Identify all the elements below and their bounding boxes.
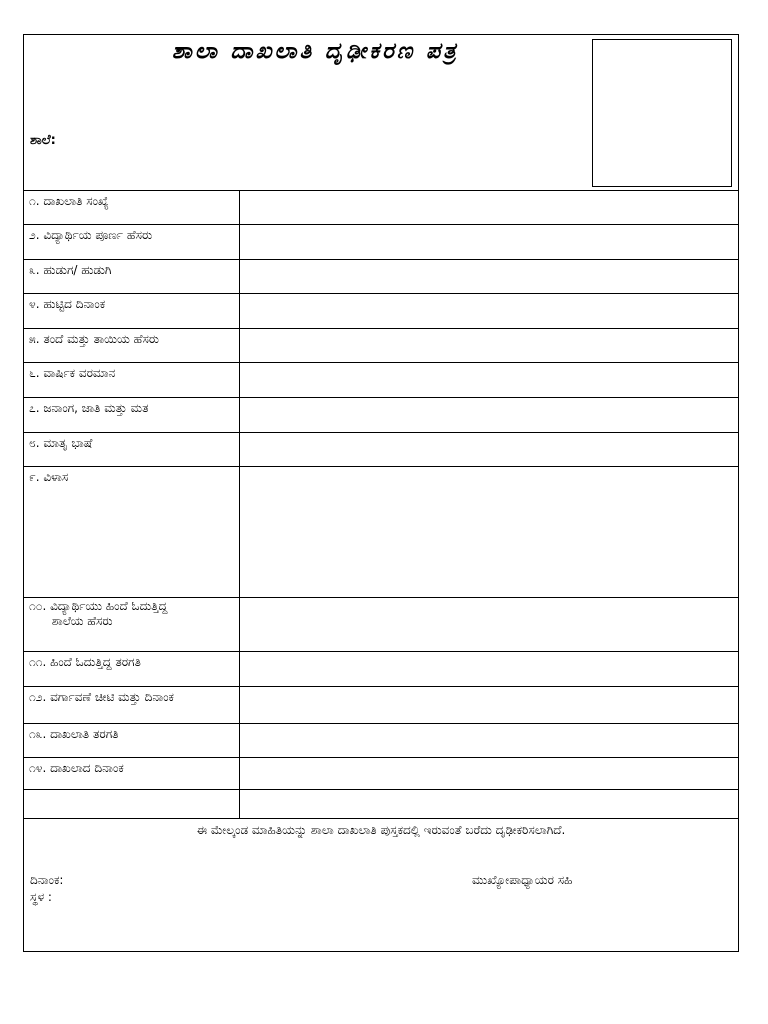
field-label: ೩. ಹುಡುಗ/ ಹುಡುಗಿ <box>24 260 240 293</box>
field-value[interactable] <box>240 191 738 224</box>
field-value[interactable] <box>240 467 738 597</box>
field-value[interactable] <box>240 652 738 686</box>
form-title: ಶಾಲಾ ದಾಖಲಾತಿ ದೃಢೀಕರಣ ಪತ್ರ <box>172 39 459 64</box>
field-label: ೪. ಹುಟ್ಟಿದ ದಿನಾಂಕ <box>24 294 240 328</box>
field-row <box>24 652 738 687</box>
date-label: ದಿನಾಂಕ: <box>30 873 64 887</box>
field-value[interactable] <box>240 329 738 362</box>
headmaster-signature-label: ಮುಖ್ಯೋಪಾಧ್ಯಾಯರ ಸಹಿ <box>472 873 573 887</box>
photo-box[interactable] <box>592 39 732 187</box>
field-row <box>24 191 738 225</box>
field-value[interactable] <box>240 363 738 397</box>
field-label: ೮. ಮಾತೃ ಭಾಷೆ <box>24 433 240 466</box>
field-label <box>24 790 240 818</box>
field-value[interactable] <box>240 433 738 466</box>
field-value[interactable] <box>240 790 738 818</box>
field-label: ೯. ವಿಳಾಸ <box>24 467 240 597</box>
field-label: ೬. ವಾರ್ಷಿಕ ವರಮಾನ <box>24 363 240 397</box>
field-row <box>24 225 738 260</box>
field-row <box>24 724 738 758</box>
field-row <box>24 467 738 598</box>
field-value[interactable] <box>240 724 738 757</box>
form-footer <box>24 819 738 951</box>
field-row <box>24 687 738 724</box>
form-header <box>24 35 738 191</box>
field-label: ೧೧. ಹಿಂದೆ ಓದುತ್ತಿದ್ದ ತರಗತಿ <box>24 652 240 686</box>
field-row <box>24 260 738 294</box>
field-label: ೧೦. ವಿದ್ಯಾರ್ಥಿಯು ಹಿಂದೆ ಓದುತ್ತಿದ್ದ ಶಾಲೆಯ ಹೆಸರು <box>24 598 240 651</box>
field-value[interactable] <box>240 687 738 723</box>
field-value[interactable] <box>240 758 738 789</box>
declaration-text: ಈ ಮೇಲ್ಕಂಡ ಮಾಹಿತಿಯನ್ನು ಶಾಲಾ ದಾಖಲಾತಿ ಪುಸ್ತಕದಲ್ಲಿ ಇರುವಂತೆ ಬರೆದು ದೃಢೀಕರಿಸಲಾಗಿದೆ. <box>196 823 566 837</box>
field-row <box>24 363 738 398</box>
field-label: ೧೪. ದಾಖಲಾದ ದಿನಾಂಕ <box>24 758 240 789</box>
field-label: ೧೩. ದಾಖಲಾತಿ ತರಗತಿ <box>24 724 240 757</box>
field-row <box>24 294 738 329</box>
field-value[interactable] <box>240 260 738 293</box>
field-value[interactable] <box>240 598 738 651</box>
field-row <box>24 758 738 790</box>
field-row <box>24 790 738 819</box>
field-value[interactable] <box>240 398 738 432</box>
field-row <box>24 433 738 467</box>
field-row <box>24 329 738 363</box>
school-label: ಶಾಲೆ: <box>30 133 56 148</box>
field-label: ೨. ವಿದ್ಯಾರ್ಥಿಯ ಪೂರ್ಣ ಹೆಸರು <box>24 225 240 259</box>
field-label: ೭. ಜನಾಂಗ, ಜಾತಿ ಮತ್ತು ಮತ <box>24 398 240 432</box>
field-value[interactable] <box>240 225 738 259</box>
field-label: ೧. ದಾಖಲಾತಿ ಸಂಖ್ಯೆ <box>24 191 240 224</box>
field-row <box>24 598 738 652</box>
field-row <box>24 398 738 433</box>
field-label: ೫. ತಂದೆ ಮತ್ತು ತಾಯಿಯ ಹೆಸರು <box>24 329 240 362</box>
place-label: ಸ್ಥಳ : <box>30 890 52 904</box>
field-value[interactable] <box>240 294 738 328</box>
field-label: ೧೨. ವರ್ಗಾವಣೆ ಚೀಟಿ ಮತ್ತು ದಿನಾಂಕ <box>24 687 240 723</box>
admission-certificate-form <box>23 34 739 952</box>
